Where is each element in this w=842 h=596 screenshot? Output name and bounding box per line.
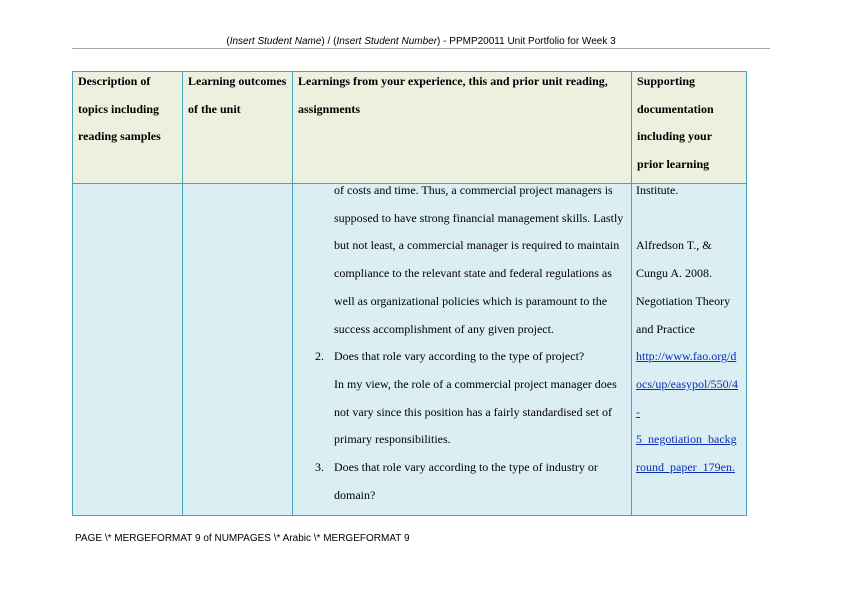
header-cell-learnings <box>292 71 632 184</box>
header-description-line: topics including <box>78 101 160 116</box>
reference-link[interactable]: round_paper_179en. <box>636 460 735 475</box>
question-2-number: 2. <box>315 349 324 363</box>
question-2: Does that role vary according to the type of project? <box>334 349 585 364</box>
question-3-line: Does that role vary according to the type of industry or <box>334 460 598 475</box>
learnings-line: success accomplishment of any given project. <box>334 321 554 336</box>
header-supporting-line: documentation <box>637 101 714 116</box>
reference-link[interactable]: ocs/up/easypol/550/4 <box>636 376 738 391</box>
learnings-paragraph <box>334 177 624 509</box>
support-line: and Practice <box>636 321 695 336</box>
reference-link[interactable]: 5_negotiation_backg <box>636 432 737 447</box>
support-line <box>636 205 744 233</box>
header-rule <box>72 48 770 49</box>
body-cell-outcomes <box>182 183 293 516</box>
header-cell-description <box>72 71 183 184</box>
header-supporting-line: including your <box>637 129 713 144</box>
page-footer: PAGE \* MERGEFORMAT 9 of NUMPAGES \* Arabic \* MERGEFORMAT 9 <box>75 533 410 544</box>
question-3-line: domain? <box>334 487 376 502</box>
header-description-line: Description of <box>78 74 151 88</box>
header-supporting-line: Supporting <box>637 74 696 88</box>
header-learnings-line: Learnings from your experience, this and prior unit reading, <box>298 74 608 88</box>
reference-link[interactable]: - <box>636 404 640 419</box>
learnings-line: well as organizational policies which is paramount to the <box>334 293 608 308</box>
question-3-number: 3. <box>315 460 324 474</box>
support-line: Negotiation Theory <box>636 293 731 308</box>
learnings-line: of costs and time. Thus, a commercial project managers is <box>334 183 613 197</box>
reference-link[interactable]: http://www.fao.org/d <box>636 349 737 364</box>
header-supporting-line: prior learning <box>637 157 710 172</box>
header-learnings-line: assignments <box>298 101 361 116</box>
header-cell-outcomes <box>182 71 293 184</box>
header-description-line: reading samples <box>78 129 161 144</box>
answer-2-line: not vary since this position has a fairly standardised set of <box>334 404 612 419</box>
header-outcomes-line: Learning outcomes <box>188 74 287 88</box>
header-cell-supporting <box>631 71 747 184</box>
answer-2-line: In my view, the role of a commercial project manager does <box>334 376 617 391</box>
body-cell-description <box>72 183 183 516</box>
answer-2-line: primary responsibilities. <box>334 432 451 447</box>
learnings-line: but not least, a commercial manager is required to maintain <box>334 238 620 253</box>
learnings-line: supposed to have strong financial management skills. Lastly <box>334 210 624 225</box>
support-line: Cungu A. 2008. <box>636 266 713 281</box>
support-line: Institute. <box>636 183 679 197</box>
header-suffix: - PPMP20011 Unit Portfolio for Week 3 <box>440 36 616 47</box>
header-separator: / <box>324 36 334 47</box>
learnings-line: compliance to the relevant state and federal regulations as <box>334 266 612 281</box>
page-header: (Insert Student Name) / (Insert Student Number) - PPMP20011 Unit Portfolio for Week 3 <box>226 36 616 47</box>
student-name-placeholder: Insert Student Name <box>229 36 322 47</box>
support-line: Alfredson T., & <box>636 238 712 253</box>
header-outcomes-line: of the unit <box>188 101 241 116</box>
supporting-documentation <box>636 177 744 482</box>
student-number-placeholder: Insert Student Number <box>336 36 438 47</box>
